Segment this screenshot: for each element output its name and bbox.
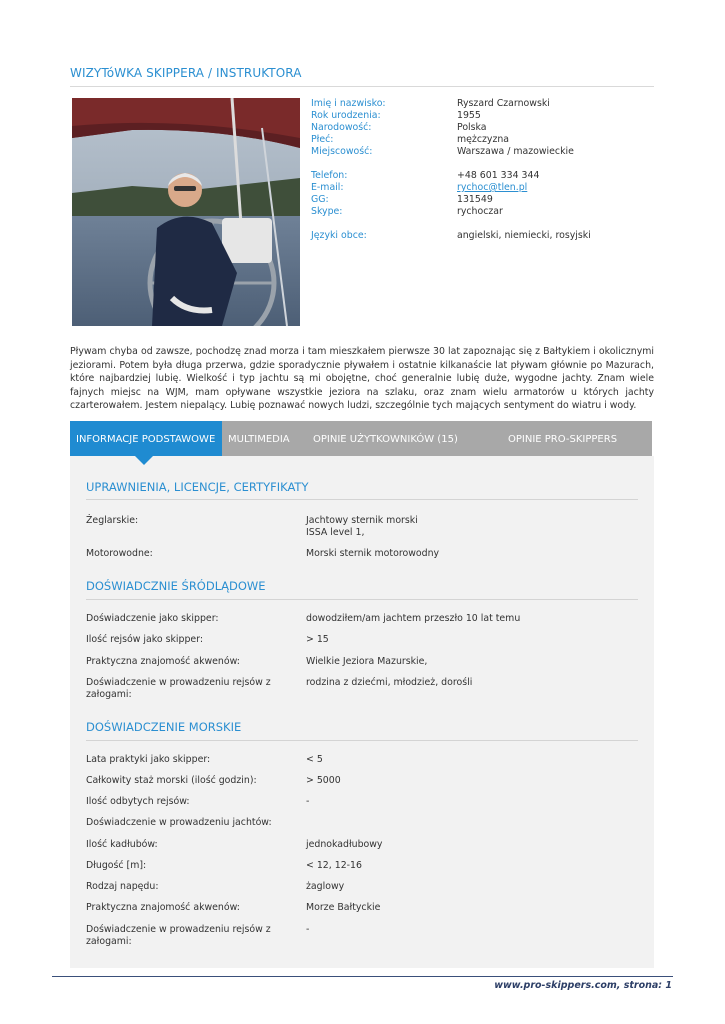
row-label: Doświadczenie w prowadzeniu jachtów:	[86, 817, 272, 828]
skype-value: rychoczar	[457, 206, 503, 217]
row-label: Motorowodne:	[86, 548, 153, 559]
gender-value: mężczyzna	[457, 134, 510, 145]
gg-value: 131549	[457, 194, 493, 205]
languages-label: Języki obce:	[311, 230, 367, 241]
city-value: Warszawa / mazowieckie	[457, 146, 574, 157]
row-label: Praktyczna znajomość akwenów:	[86, 902, 240, 913]
row-label: Ilość odbytych rejsów:	[86, 796, 190, 807]
row-label: Ilość kadłubów:	[86, 839, 158, 850]
row-value: > 5000	[306, 775, 341, 786]
row-value-line: Jachtowy sternik morski	[306, 515, 418, 526]
email-link[interactable]: rychoc@tlen.pl	[457, 182, 528, 193]
gg-label: GG:	[311, 194, 329, 205]
row-label: Doświadczenie jako skipper:	[86, 613, 219, 624]
row-label: Długość [m]:	[86, 860, 147, 871]
gender-label: Płeć:	[311, 134, 334, 145]
section-title-inland: DOŚWIADCZNIE ŚRÓDLĄDOWE	[86, 579, 266, 593]
row-label: Rodzaj napędu:	[86, 881, 159, 892]
skipper-photo	[72, 98, 300, 326]
skype-label: Skype:	[311, 206, 343, 217]
row-label: Doświadczenie w prowadzeniu rejsów z załogami:	[86, 924, 271, 947]
row-label: Żeglarskie:	[86, 515, 139, 526]
row-label: Praktyczna znajomość akwenów:	[86, 656, 240, 667]
row-value-line: ISSA level 1,	[306, 527, 365, 538]
nationality-value: Polska	[457, 122, 487, 133]
row-value	[306, 515, 636, 539]
row-value: rodzina z dziećmi, młodzież, dorośli	[306, 677, 473, 688]
title-divider	[70, 86, 654, 87]
birth-value: 1955	[457, 110, 481, 121]
row-value: -	[306, 796, 310, 807]
row-value: Wielkie Jeziora Mazurskie,	[306, 656, 428, 667]
page-footer: www.pro-skippers.com, strona: 1	[494, 980, 672, 991]
skipper-photo-image	[72, 98, 300, 326]
tab-basic-info[interactable]: INFORMACJE PODSTAWOWE	[70, 421, 222, 456]
row-value: > 15	[306, 634, 329, 645]
row-value: Morze Bałtyckie	[306, 902, 381, 913]
row-value: dowodziłem/am jachtem przeszło 10 lat temu	[306, 613, 521, 624]
bio-paragraph: Pływam chyba od zawsze, pochodzę znad morza i tam mieszkałem pierwsze 30 lat zapoznając się z Bałtykiem i okolicznymi jeziorami. Potem była długa przerwa, gdzie sporadycznie pływałem i ostatnie kilkanaście lat pływam głównie po Mazurach, które najbardziej lubię. Wielkość i typ jachtu są mi obojętne, choć generalnie lubię duże, wygodne jachty. Znam wiele fajnych miejsc na WJM, mam opływane wszystkie jeziora na szlaku, oraz znam wielu armatorów u których jachty czarterowałem. Jestem niepalący. Lubię poznawać nowych ludzi, szczególnie tych mających sentyment do wiatru i wody.	[70, 346, 654, 411]
languages-value: angielski, niemiecki, rosyjski	[457, 230, 591, 241]
section-divider	[86, 499, 638, 500]
section-title-sea: DOŚWIADCZENIE MORSKIE	[86, 720, 242, 734]
email-label: E-mail:	[311, 182, 344, 193]
birth-label: Rok urodzenia:	[311, 110, 381, 121]
tab-bar	[70, 421, 652, 456]
row-label: Lata praktyki jako skipper:	[86, 754, 211, 765]
row-value: jednokadłubowy	[306, 839, 383, 850]
name-value: Ryszard Czarnowski	[457, 98, 550, 109]
row-value: żaglowy	[306, 881, 345, 892]
section-divider	[86, 740, 638, 741]
nationality-label: Narodowość:	[311, 122, 372, 133]
row-value: < 12, 12-16	[306, 860, 362, 871]
footer-divider	[52, 976, 673, 977]
phone-value: +48 601 334 344	[457, 170, 540, 181]
tab-pro-skippers-reviews[interactable]: OPINIE PRO-SKIPPERS	[508, 434, 618, 445]
tab-user-reviews[interactable]: OPINIE UŻYTKOWNIKÓW (15)	[313, 434, 458, 445]
row-value: < 5	[306, 754, 323, 765]
row-value: -	[306, 924, 310, 935]
city-label: Miejscowość:	[311, 146, 373, 157]
name-label: Imię i nazwisko:	[311, 98, 386, 109]
section-divider	[86, 599, 638, 600]
page-title: WIZYTóWKA SKIPPERA / INSTRUKTORA	[70, 66, 302, 80]
phone-label: Telefon:	[311, 170, 348, 181]
row-label: Ilość rejsów jako skipper:	[86, 634, 204, 645]
active-tab-arrow-icon	[135, 456, 153, 465]
section-title-licenses: UPRAWNIENIA, LICENCJE, CERTYFIKATY	[86, 480, 309, 494]
row-label: Doświadczenie w prowadzeniu rejsów z załogami:	[86, 677, 271, 700]
row-label: Całkowity staż morski (ilość godzin):	[86, 775, 257, 786]
tab-multimedia[interactable]: MULTIMEDIA	[228, 434, 290, 445]
row-value: Morski sternik motorowodny	[306, 548, 440, 559]
